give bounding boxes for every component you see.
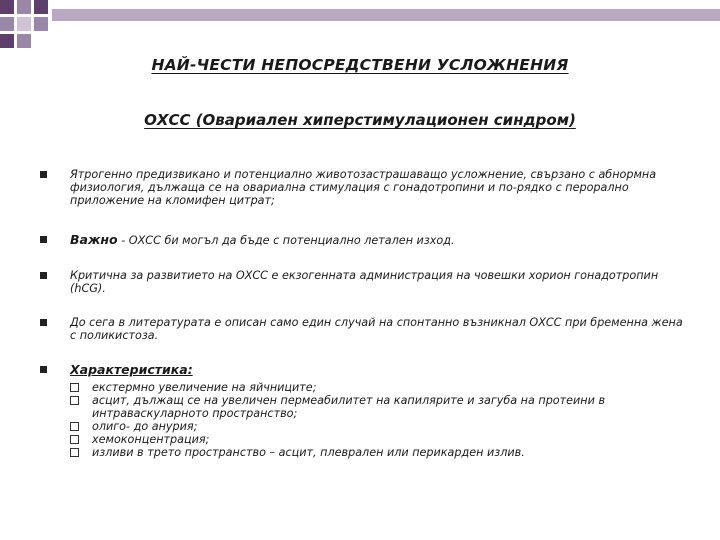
bullet-text: До сега в литературата е описан само един случай на спонтанно възникнал ОХСС при бременна жена с поликистоза. bbox=[70, 316, 683, 342]
bullet-text: Ятрогенно предизвикано и потенциално животозастрашаващо усложнение, свързано с абнормна физиология, дължаща се на овариална стимулация с гонадотропини и по-рядко с перорално приложение на кломифен цитрат; bbox=[70, 168, 657, 207]
square-bullet-icon bbox=[40, 272, 47, 279]
characteristic-item bbox=[70, 433, 670, 446]
page-subtitle: ОХСС (Овариален хиперстимулационен синдром) bbox=[144, 111, 576, 129]
deco-square bbox=[0, 17, 14, 31]
square-bullet-icon bbox=[40, 236, 47, 243]
characteristic-item bbox=[70, 446, 670, 459]
bullet-item bbox=[40, 316, 690, 342]
bullet-text: Критична за развитието на ОХСС е екзогенната администрация на човешки хорион гонадотропин (hCG). bbox=[70, 269, 659, 295]
deco-square bbox=[34, 0, 48, 14]
checkbox-bullet-icon bbox=[70, 396, 79, 405]
bullet-item bbox=[40, 269, 690, 295]
characteristic-item bbox=[70, 381, 670, 394]
checkbox-bullet-icon bbox=[70, 383, 79, 392]
characteristic-item bbox=[70, 420, 670, 433]
characteristic-text: изливи в трето пространство – асцит, плеврален или перикарден излив. bbox=[92, 446, 525, 459]
page-title: НАЙ-ЧЕСТИ НЕПОСРЕДСТВЕНИ УСЛОЖНЕНИЯ bbox=[151, 56, 569, 74]
characteristic-item bbox=[70, 394, 670, 420]
characteristic-text: хемоконцентрация; bbox=[92, 433, 210, 446]
deco-square bbox=[17, 34, 31, 48]
bullet-text: - ОХСС би могъл да бъде с потенциално летален изход. bbox=[117, 234, 455, 247]
bullet-heading: Характеристика: bbox=[70, 362, 193, 377]
characteristic-text: екстермно увеличение на яйчниците; bbox=[92, 381, 317, 394]
characteristic-text: олиго- до анурия; bbox=[92, 420, 198, 433]
checkbox-bullet-icon bbox=[70, 422, 79, 431]
characteristic-text: асцит, дължащ се на увеличен пермеабилитет на капилярите и загуба на протеини в интраваскуларното пространство; bbox=[92, 394, 606, 420]
deco-square bbox=[17, 0, 31, 14]
deco-square bbox=[0, 0, 14, 14]
deco-square bbox=[0, 34, 14, 48]
bullet-item bbox=[40, 233, 455, 247]
bullet-emphasis: Важно bbox=[70, 232, 118, 247]
bullet-item bbox=[40, 362, 606, 459]
square-bullet-icon bbox=[40, 171, 47, 178]
characteristics-list bbox=[70, 381, 670, 459]
deco-square bbox=[34, 17, 48, 31]
checkbox-bullet-icon bbox=[70, 435, 79, 444]
checkbox-bullet-icon bbox=[70, 448, 79, 457]
square-bullet-icon bbox=[40, 319, 47, 326]
deco-square bbox=[17, 17, 31, 31]
square-bullet-icon bbox=[40, 366, 47, 373]
bullet-item bbox=[40, 168, 690, 207]
header-rule bbox=[52, 9, 720, 21]
corner-decoration bbox=[0, 0, 720, 50]
